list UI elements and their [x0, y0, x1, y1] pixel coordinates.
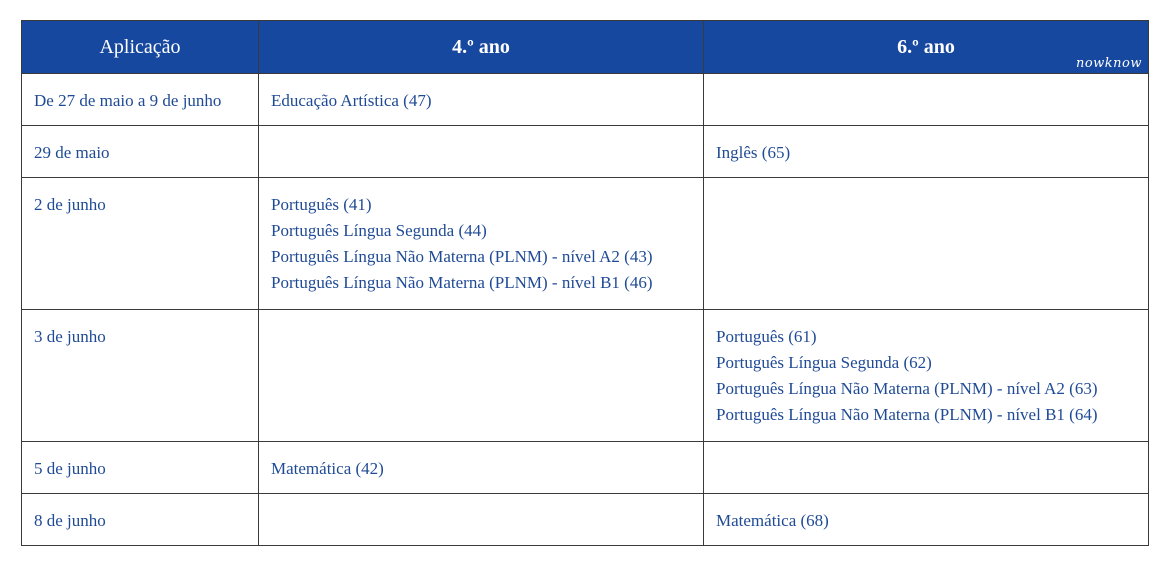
nowknow-logo: nowknow	[1075, 56, 1142, 71]
header-6th-year	[704, 21, 1149, 74]
date-cell: 5 de junho	[22, 442, 259, 494]
grade6-cell	[704, 442, 1149, 494]
table-header-row	[22, 21, 1149, 74]
subject-entry: Português Língua Não Materna (PLNM) - nível B1 (64)	[716, 405, 1098, 424]
table-row	[22, 178, 1149, 310]
table-row	[22, 442, 1149, 494]
grade6-cell	[704, 310, 1149, 442]
table-row	[22, 310, 1149, 442]
grade4-cell	[259, 126, 704, 178]
subject-entry: Português (41)	[271, 195, 372, 214]
subject-entry: Português Língua Segunda (62)	[716, 353, 932, 372]
grade6-cell	[704, 126, 1149, 178]
table-row	[22, 74, 1149, 126]
table-row	[22, 494, 1149, 546]
grade4-cell	[259, 310, 704, 442]
header-application: Aplicação	[22, 21, 259, 74]
subject-entry: Português Língua Não Materna (PLNM) - nível B1 (46)	[271, 273, 653, 292]
date-cell: 8 de junho	[22, 494, 259, 546]
subject-entry: Educação Artística (47)	[271, 91, 432, 110]
table-row	[22, 126, 1149, 178]
subject-entry: Inglês (65)	[716, 143, 791, 162]
schedule-table-container	[21, 20, 1148, 546]
subject-entry: Matemática (68)	[716, 511, 829, 530]
header-4th-year: 4.º ano	[259, 21, 704, 74]
date-cell: 3 de junho	[22, 310, 259, 442]
grade6-cell	[704, 494, 1149, 546]
header-6th-year-label: 6.º ano	[897, 35, 955, 58]
date-cell: 2 de junho	[22, 178, 259, 310]
exam-schedule-table	[21, 20, 1149, 546]
date-cell: De 27 de maio a 9 de junho	[22, 74, 259, 126]
subject-entry: Matemática (42)	[271, 459, 384, 478]
grade4-cell	[259, 494, 704, 546]
grade4-cell	[259, 74, 704, 126]
grade4-cell	[259, 442, 704, 494]
grade6-cell	[704, 74, 1149, 126]
subject-entry: Português (61)	[716, 327, 817, 346]
subject-entry: Português Língua Segunda (44)	[271, 221, 487, 240]
subject-entry: Português Língua Não Materna (PLNM) - nível A2 (43)	[271, 247, 653, 266]
date-cell: 29 de maio	[22, 126, 259, 178]
grade6-cell	[704, 178, 1149, 310]
subject-entry: Português Língua Não Materna (PLNM) - nível A2 (63)	[716, 379, 1098, 398]
grade4-cell	[259, 178, 704, 310]
